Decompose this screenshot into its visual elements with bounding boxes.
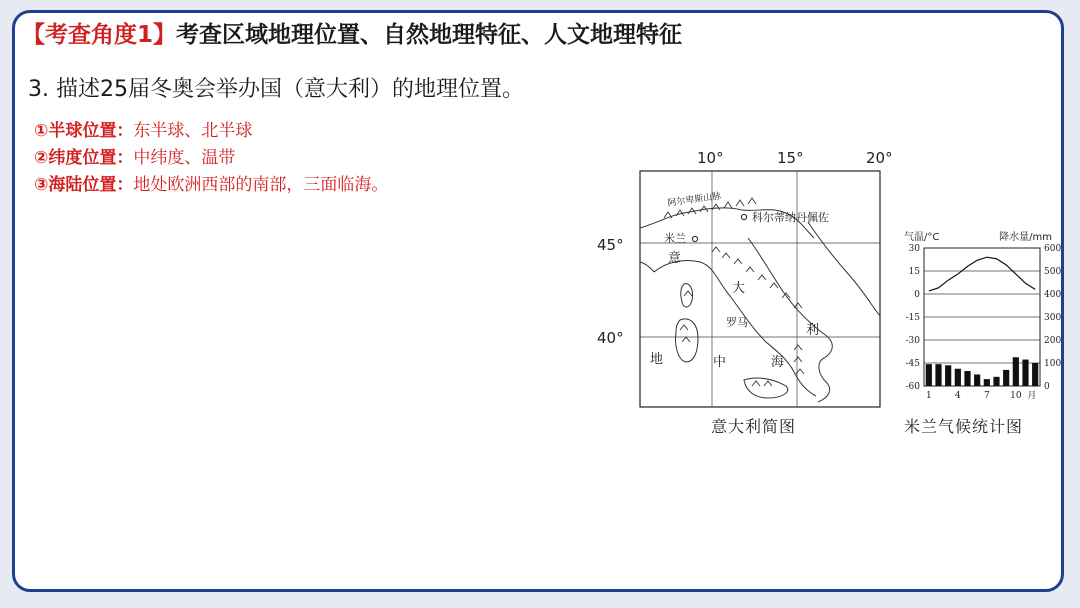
label-sea-1: 地 xyxy=(650,352,664,367)
x-tick-label: 4 xyxy=(954,391,961,401)
right-tick-label: 300 xyxy=(1044,313,1062,323)
right-tick-label: 0 xyxy=(1044,382,1050,392)
answer-text: 中纬度、温带 xyxy=(133,148,236,168)
left-tick-label: -45 xyxy=(905,359,920,369)
left-tick-label: 0 xyxy=(914,290,920,300)
topic-title: 考查区域地理位置、自然地理特征、人文地理特征 xyxy=(176,22,683,48)
x-tick-label: 月 xyxy=(1027,391,1037,401)
answer-hemisphere xyxy=(34,118,388,145)
answer-label: ③海陆位置： xyxy=(34,175,134,195)
answer-text: 东半球、北半球 xyxy=(133,121,253,141)
label-rome: 罗马 xyxy=(726,316,748,329)
label-cortina: 科尔蒂纳丹佩佐 xyxy=(752,211,829,224)
answer-land-sea xyxy=(34,172,388,199)
right-tick-label: 600 xyxy=(1044,244,1062,254)
answer-label: ②纬度位置： xyxy=(34,148,134,168)
left-tick-label: 15 xyxy=(908,267,920,277)
left-tick-label: -60 xyxy=(905,382,920,392)
lon-label-10: 10° xyxy=(697,149,724,167)
answer-text: 地处欧洲西部的南部，三面临海。 xyxy=(133,175,389,195)
question-text: 3. 描述25届冬奥会举办国（意大利）的地理位置。 xyxy=(28,77,524,102)
x-tick-label: 7 xyxy=(983,391,990,401)
left-axis-title: 气温/°C xyxy=(904,232,940,243)
right-tick-label: 200 xyxy=(1044,336,1062,346)
x-tick-label: 10 xyxy=(1010,391,1022,401)
left-tick-label: 30 xyxy=(908,244,920,254)
left-tick-label: -30 xyxy=(905,336,920,346)
lat-label-40: 40° xyxy=(597,329,624,347)
label-country-1: 意 xyxy=(668,251,682,266)
answer-latitude xyxy=(34,145,388,172)
right-tick-label: 500 xyxy=(1044,267,1062,277)
map-caption: 意大利简图 xyxy=(711,417,797,436)
label-country-2: 大 xyxy=(732,281,746,296)
label-alps: 阿尔卑斯山脉 xyxy=(667,191,722,209)
topic-heading xyxy=(22,16,682,49)
right-tick-label: 400 xyxy=(1044,290,1062,300)
topic-tag: 【考查角度1】 xyxy=(22,22,177,48)
lat-label-45: 45° xyxy=(597,236,624,254)
label-sea-3: 海 xyxy=(771,355,785,370)
answer-label: ①半球位置： xyxy=(34,121,134,141)
lon-label-15: 15° xyxy=(777,149,804,167)
lon-label-20: 20° xyxy=(866,149,893,167)
label-country-3: 利 xyxy=(806,323,820,338)
answer-list xyxy=(34,118,388,199)
label-milan: 米兰 xyxy=(664,232,686,245)
label-sea-2: 中 xyxy=(713,355,727,370)
right-axis-title: 降水量/mm xyxy=(999,232,1052,243)
chart-title: 米兰气候统计图 xyxy=(904,417,1024,436)
x-tick-label: 1 xyxy=(925,391,932,401)
left-tick-label: -15 xyxy=(905,313,920,323)
right-tick-label: 100 xyxy=(1044,359,1062,369)
